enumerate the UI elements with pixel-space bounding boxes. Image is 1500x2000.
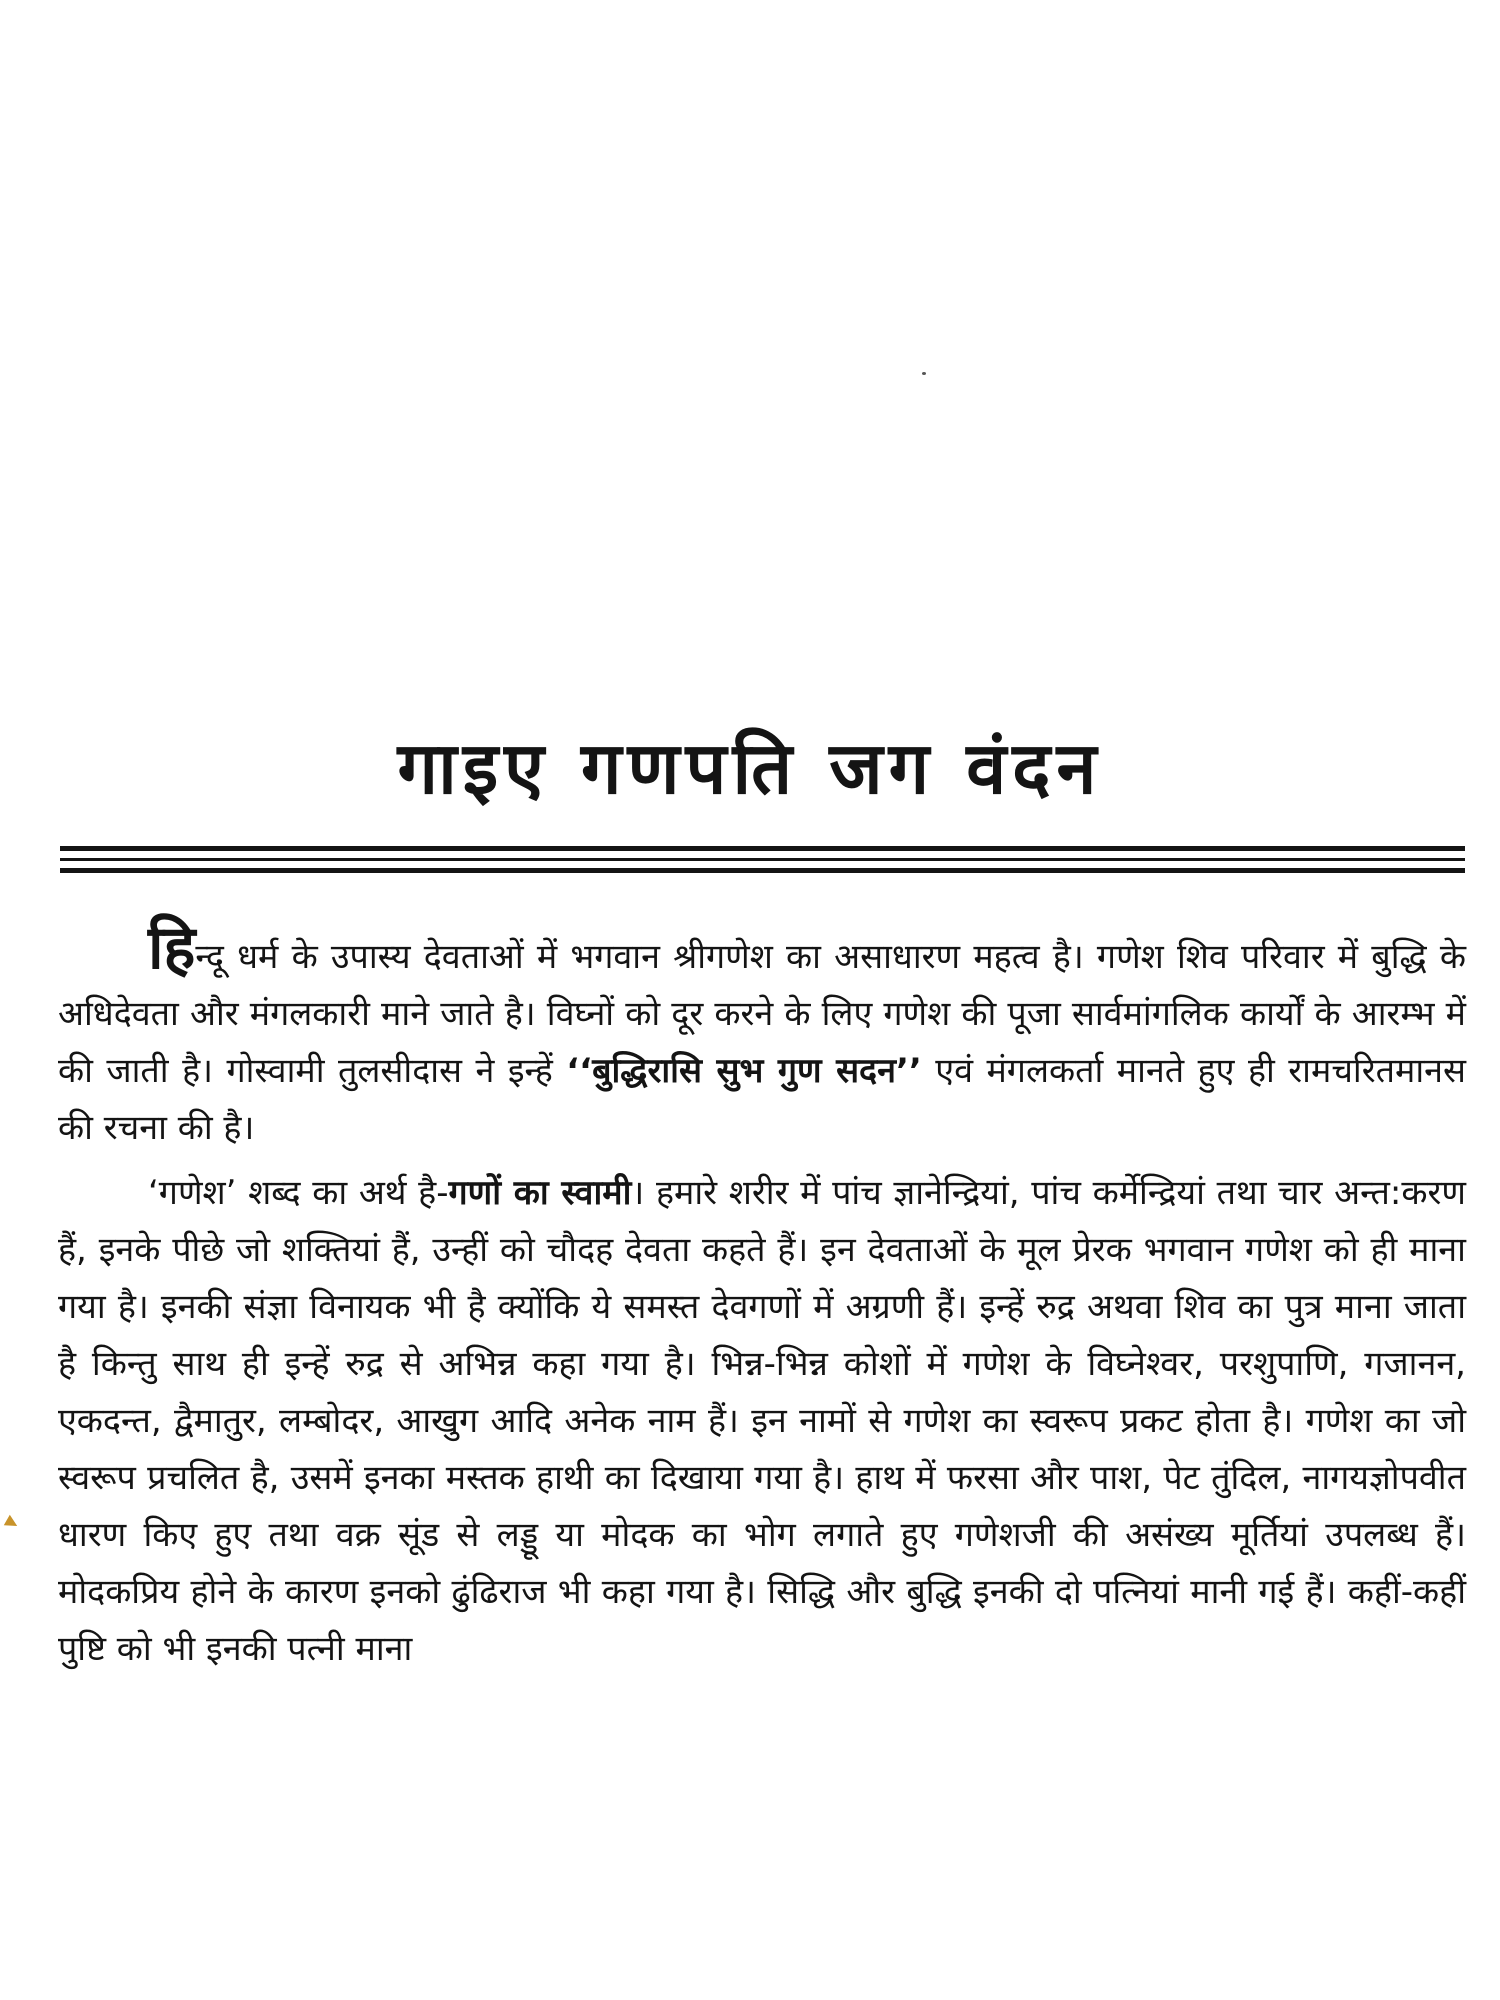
paragraph-2-text-a: ‘गणेश’ शब्द का अर्थ है- <box>148 1173 449 1213</box>
chapter-body <box>58 913 1466 1686</box>
title-rule-bottom <box>60 868 1465 873</box>
paragraph-1-text-b: एवं मंगलकर्ता मानते हुए ही रामचरितमानस की रचना की है। <box>58 1051 1466 1148</box>
paragraph-2 <box>58 1165 1466 1678</box>
quoted-phrase: ‘‘बुद्धिरासि सुभ गुण सदन’’ <box>566 1051 922 1091</box>
title-rule-middle <box>60 858 1465 861</box>
margin-mark <box>4 1515 20 1531</box>
dropcap: हि <box>148 913 196 983</box>
paragraph-1-text-a: न्दू धर्म के उपास्य देवताओं में भगवान श्रीगणेश का असाधारण महत्व है। गणेश शिव परिवार में बुद्धि के अधिदेवता और मंगलकारी माने जाते है। विघ्नों को दूर करने के लिए गणेश की पूजा सार्वमांगलिक कार्यों के आरम्भ में की जाती है। गोस्वामी तुलसीदास ने इन्हें <box>58 937 1466 1091</box>
title-rule-top <box>60 846 1465 851</box>
chapter-title: गाइए गणपति जग वंदन <box>397 726 1103 810</box>
paragraph-2-text-b: । हमारे शरीर में पांच ज्ञानेन्द्रियां, पांच कर्मेन्द्रियां तथा चार अन्त:करण हैं, इनके पीछे जो शक्तियां हैं, उन्हीं को चौदह देवता कहते हैं। इन देवताओं के मूल प्रेरक भगवान गणेश को ही माना गया है। इनकी संज्ञा विनायक भी है क्योंकि ये समस्त देवगणों में अग्रणी हैं। इन्हें रुद्र अथवा शिव का पुत्र माना जाता है किन्तु साथ ही इन्हें रुद्र से अभिन्न कहा गया है। भिन्न-भिन्न कोशों में गणेश के विघ्नेश्वर, परशुपाणि, गजानन, एकदन्त, द्वैमातुर, लम्बोदर, आखुग आदि अनेक नाम हैं। इन नामों से गणेश का स्वरूप प्रकट होता है। गणेश का जो स्वरूप प्रचलित है, उसमें इनका मस्तक हाथी का दिखाया गया है। हाथ में फरसा और पाश, पेट तुंदिल, नागयज्ञोपवीत धारण किए हुए तथा वक्र सूंड से लड्डू या मोदक का भोग लगाते हुए गणेशजी की असंख्य मूर्तियां उपलब्ध हैं। मोदकप्रिय होने के कारण इनको ढुंढिराज भी कहा गया है। सिद्धि और बुद्धि इनकी दो पत्नियां मानी गई हैं। कहीं-कहीं पुष्टि को भी इनकी पत्नी माना <box>58 1173 1466 1669</box>
paper-speck <box>922 372 926 375</box>
emphasis-phrase: गणों का स्वामी <box>448 1173 632 1213</box>
paragraph-1 <box>58 913 1466 1157</box>
